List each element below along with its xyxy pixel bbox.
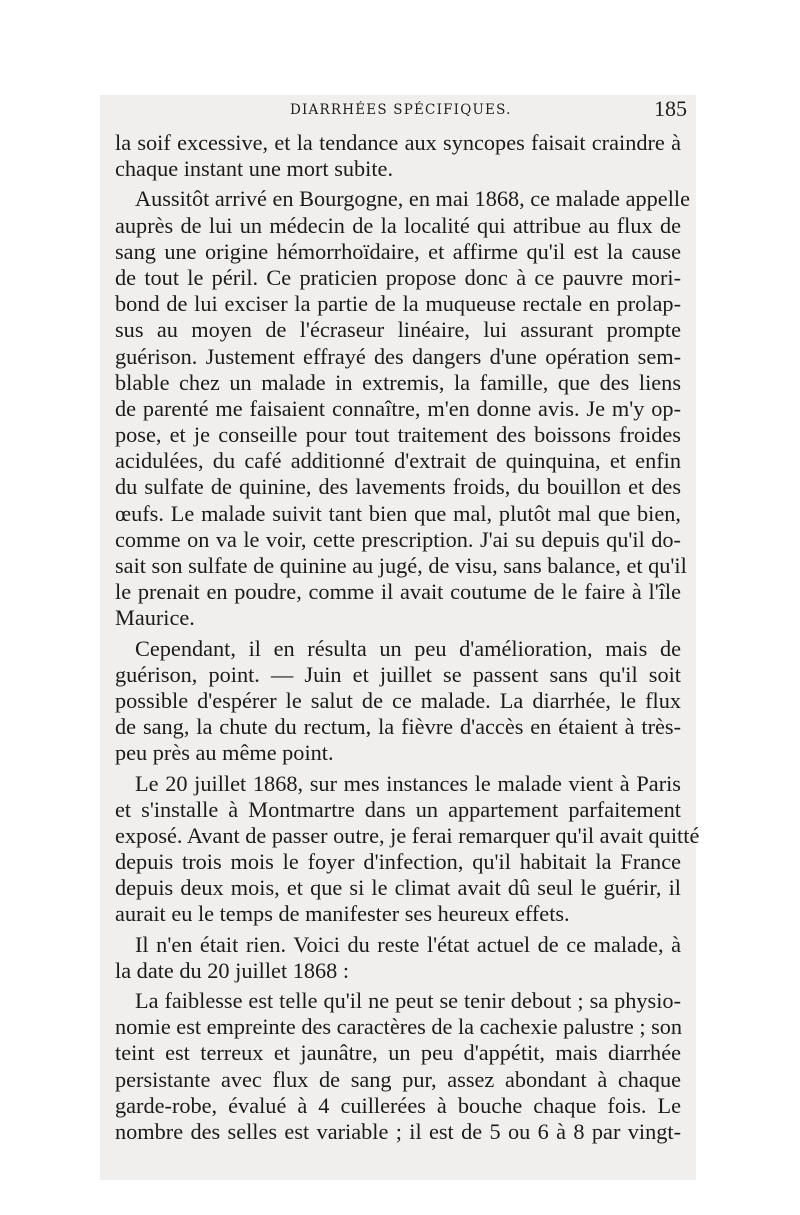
paragraph bbox=[115, 770, 700, 928]
body-text bbox=[115, 130, 700, 1145]
text-line: la soif excessive, et la tendance aux syncopes faisait craindre à bbox=[115, 130, 681, 155]
paragraph bbox=[115, 130, 681, 182]
page-number: 185 bbox=[654, 96, 687, 121]
text-line: comme on va le voir, cette prescription. J'ai su depuis qu'il do- bbox=[115, 526, 681, 552]
text-line: teint est terreux et jaunâtre, un peu d'appétit, mais diarrhée bbox=[115, 1040, 681, 1066]
text-line: et s'installe à Montmartre dans un appartement parfaitement bbox=[115, 796, 681, 822]
text-line: de sang, la chute du rectum, la fièvre d'accès en étaient à très- bbox=[115, 714, 681, 740]
text-line: de tout le péril. Ce praticien propose donc à ce pauvre mori- bbox=[115, 264, 681, 290]
paragraph bbox=[115, 636, 681, 767]
text-line: depuis trois mois le foyer d'infection, qu'il habitait la France bbox=[115, 849, 681, 875]
text-line: depuis deux mois, et que si le climat avait dû seul le guérir, il bbox=[115, 875, 681, 901]
text-line: Maurice. bbox=[115, 605, 195, 631]
text-line: Il n'en était rien. Voici du reste l'état actuel de ce malade, à bbox=[135, 931, 681, 957]
text-line: la date du 20 juillet 1868 : bbox=[115, 957, 350, 983]
text-line: chaque instant une mort subite. bbox=[115, 156, 394, 182]
text-line: auprès de lui un médecin de la localité qui attribue au flux de bbox=[115, 212, 681, 238]
text-line: persistante avec flux de sang pur, assez abondant à chaque bbox=[115, 1066, 681, 1092]
text-line: le prenait en poudre, comme il avait coutume de le faire à l'île bbox=[115, 579, 681, 605]
text-line: guérison. Justement effrayé des dangers d'une opération sem- bbox=[115, 343, 681, 369]
text-line: de parenté me faisaient connaître, m'en donne avis. Je m'y op- bbox=[115, 395, 681, 421]
text-line: du sulfate de quinine, des lavements froids, du bouillon et des bbox=[115, 474, 681, 500]
text-line: aurait eu le temps de manifester ses heureux effets. bbox=[115, 901, 570, 927]
text-line: La faiblesse est telle qu'il ne peut se tenir debout ; sa physio- bbox=[135, 988, 681, 1013]
text-line: Cependant, il en résulta un peu d'amélioration, mais de bbox=[135, 635, 681, 661]
text-line: Aussitôt arrivé en Bourgogne, en mai 1868, ce malade appelle bbox=[135, 186, 690, 212]
text-line: sait son sulfate de quinine au jugé, de visu, sans balance, et qu'il bbox=[115, 553, 687, 578]
text-line: bond de lui exciser la partie de la muqueuse rectale en prolap- bbox=[115, 291, 681, 317]
text-line: peu près au même point. bbox=[115, 740, 334, 766]
paragraph bbox=[115, 186, 690, 631]
text-line: pose, et je conseille pour tout traitement des boissons froides bbox=[115, 422, 681, 448]
text-line: blable chez un malade in extremis, la famille, que des liens bbox=[115, 369, 681, 395]
running-title: DIARRHÉES SPÉCIFIQUES. bbox=[290, 102, 512, 118]
text-line: acidulées, du café additionné d'extrait de quinquina, et enfin bbox=[115, 448, 681, 474]
page-header bbox=[115, 96, 685, 130]
text-line: œufs. Le malade suivit tant bien que mal, plutôt mal que bien, bbox=[115, 500, 681, 526]
text-line: nombre des selles est variable ; il est de 5 ou 6 à 8 par vingt- bbox=[115, 1118, 681, 1144]
text-line: exposé. Avant de passer outre, je ferai remarquer qu'il avait quitté bbox=[115, 822, 700, 848]
text-line: sus au moyen de l'écraseur linéaire, lui assurant prompte bbox=[115, 317, 681, 343]
text-line: nomie est empreinte des caractères de la cachexie palustre ; son bbox=[115, 1014, 683, 1040]
text-line: sang une origine hémorrhoïdaire, et affirme qu'il est la cause bbox=[115, 238, 681, 264]
paragraph bbox=[115, 932, 681, 984]
text-line: garde-robe, évalué à 4 cuillerées à bouche chaque fois. Le bbox=[115, 1092, 681, 1118]
text-line: guérison, point. — Juin et juillet se passent sans qu'il soit bbox=[115, 661, 681, 687]
text-line: Le 20 juillet 1868, sur mes instances le malade vient à Paris bbox=[135, 770, 681, 796]
paragraph bbox=[115, 988, 681, 1145]
text-line: possible d'espérer le salut de ce malade. La diarrhée, le flux bbox=[115, 687, 681, 713]
